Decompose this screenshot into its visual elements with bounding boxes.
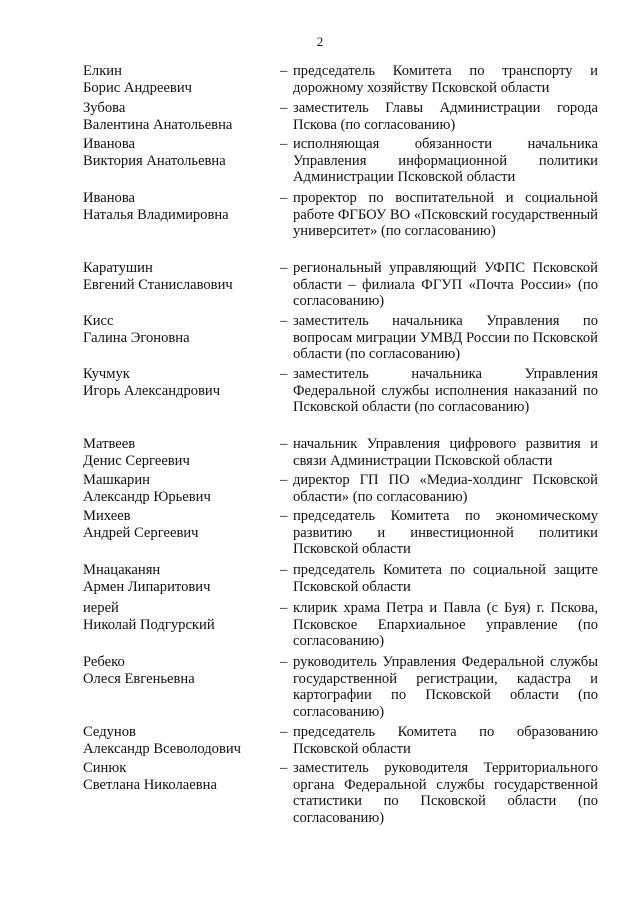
position-description: проректор по воспитательной и социальной работе ФГБОУ ВО «Псковский государственный университет» (по согласованию) (293, 190, 598, 240)
given-names: Николай Подгурский (83, 616, 215, 633)
page-number: 2 (316, 34, 324, 49)
dash: – (280, 313, 288, 329)
position-description: исполняющая обязанности начальника Управления информационной политики Администрации Псковской области (293, 136, 598, 186)
given-names: Наталья Владимировна (83, 206, 229, 223)
surname: Елкин (83, 63, 122, 79)
position-description: заместитель руководителя Территориального органа Федеральной службы государственной статистики по Псковской области (по согласованию) (293, 760, 598, 826)
person-name (83, 136, 273, 169)
dash: – (280, 366, 288, 382)
person-name (83, 508, 273, 541)
person-name (83, 654, 273, 687)
dash: – (280, 100, 288, 116)
dash: – (280, 472, 288, 488)
given-names: Андрей Сергеевич (83, 524, 199, 541)
surname: Зубова (83, 100, 126, 116)
dash: – (280, 190, 288, 206)
surname: иерей (83, 600, 119, 616)
given-names: Виктория Анатольевна (83, 152, 226, 169)
position-description: начальник Управления цифрового развития и связи Администрации Псковской области (293, 436, 598, 469)
person-name (83, 313, 273, 346)
dash: – (280, 436, 288, 452)
person-name (83, 600, 273, 633)
surname: Иванова (83, 190, 135, 206)
given-names: Борис Андреевич (83, 79, 192, 96)
position-description: руководитель Управления Федеральной службы государственной регистрации, кадастра и картографии по Псковской области (по согласованию) (293, 654, 598, 720)
position-description: председатель Комитета по социальной защите Псковской области (293, 562, 598, 595)
dash: – (280, 654, 288, 670)
position-description: клирик храма Петра и Павла (с Буя) г. Пскова, Псковское Епархиальное управление (по согласованию) (293, 600, 598, 650)
person-name (83, 260, 273, 293)
position-description: председатель Комитета по образованию Псковской области (293, 724, 598, 757)
person-name (83, 366, 273, 399)
given-names: Валентина Анатольевна (83, 116, 233, 133)
position-description: заместитель Главы Администрации города Пскова (по согласованию) (293, 100, 598, 133)
surname: Седунов (83, 724, 136, 740)
dash: – (280, 63, 288, 79)
surname: Кучмук (83, 366, 130, 382)
position-description: региональный управляющий УФПС Псковской области – филиала ФГУП «Почта России» (по согласованию) (293, 260, 598, 310)
surname: Иванова (83, 136, 135, 152)
person-name (83, 760, 273, 793)
given-names: Евгений Станиславович (83, 276, 233, 293)
dash: – (280, 508, 288, 524)
surname: Матвеев (83, 436, 136, 452)
given-names: Денис Сергеевич (83, 452, 190, 469)
surname: Кисс (83, 313, 114, 329)
given-names: Игорь Александрович (83, 382, 221, 399)
position-description: председатель Комитета по экономическому развитию и инвестиционной политики Псковской области (293, 508, 598, 558)
surname: Машкарин (83, 472, 150, 488)
dash: – (280, 260, 288, 276)
position-description: председатель Комитета по транспорту и дорожному хозяйству Псковской области (293, 63, 598, 96)
person-name (83, 472, 273, 505)
person-name (83, 100, 273, 133)
surname: Синюк (83, 760, 127, 776)
surname: Каратушин (83, 260, 153, 276)
person-name (83, 190, 273, 223)
position-description: заместитель начальника Управления по вопросам миграции УМВД России по Псковской области (по согласованию) (293, 313, 598, 363)
person-name (83, 436, 273, 469)
dash: – (280, 562, 288, 578)
given-names: Армен Липаритович (83, 578, 211, 595)
person-name (83, 63, 273, 96)
given-names: Светлана Николаевна (83, 776, 217, 793)
person-name (83, 724, 273, 757)
given-names: Галина Эгоновна (83, 329, 190, 346)
surname: Мнацаканян (83, 562, 161, 578)
dash: – (280, 760, 288, 776)
position-description: директор ГП ПО «Медиа-холдинг Псковской области» (по согласованию) (293, 472, 598, 505)
position-description: заместитель начальника Управления Федеральной службы исполнения наказаний по Псковской области (по согласованию) (293, 366, 598, 416)
dash: – (280, 136, 288, 152)
surname: Ребеко (83, 654, 125, 670)
surname: Михеев (83, 508, 131, 524)
given-names: Олеся Евгеньевна (83, 670, 195, 687)
given-names: Александр Всеволодович (83, 740, 242, 757)
dash: – (280, 600, 288, 616)
person-name (83, 562, 273, 595)
given-names: Александр Юрьевич (83, 488, 211, 505)
dash: – (280, 724, 288, 740)
